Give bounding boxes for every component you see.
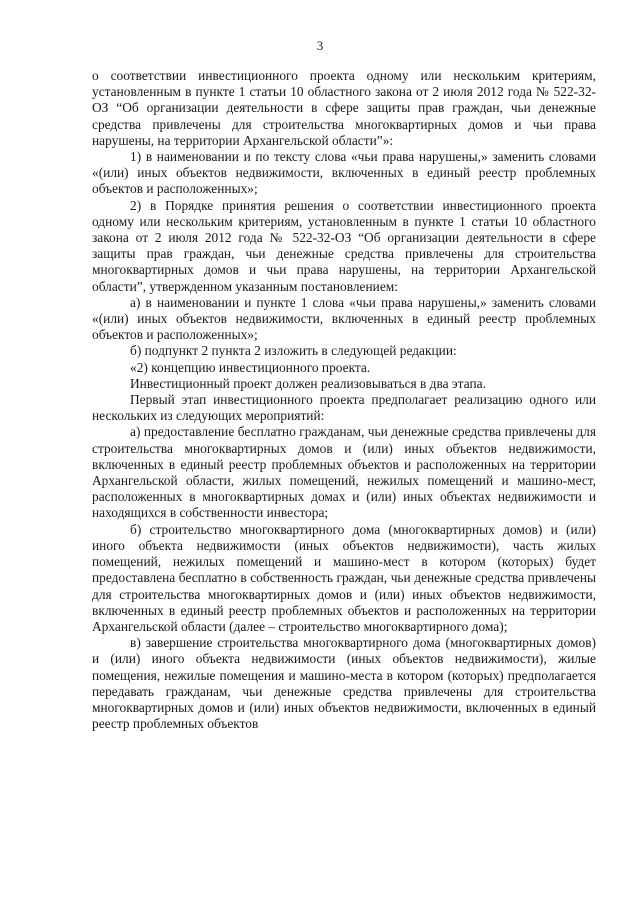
paragraph: а) в наименовании и пункте 1 слова «чьи права нарушены,» заменить словами «(или) иных объектов недвижимости, включенных в единый реестр проблемных объектов и расположенных»; [92, 294, 596, 343]
paragraph: б) подпункт 2 пункта 2 изложить в следующей редакции: [130, 343, 457, 359]
paragraph: о соответствии инвестиционного проекта одному или нескольким критериям, установленным в пункте 1 статьи 10 областного закона от 2 июля 2012 года № 522-32-ОЗ “Об организации деятельности в сфере защиты прав граждан, чьи денежные средства привлечены для строительства многоквартирных домов и чьи права нарушены, на территории Архангельской области”»: [92, 68, 596, 148]
paragraph: в) завершение строительства многоквартирного дома (многоквартирных домов) и (или) иного объекта недвижимости (иных объектов недвижимости), жилые помещения, нежилые помещения и машино-места в котором (которых) предполагается передавать гражданам, чьи денежные средства привлечены для строительства многоквартирных домов и (или) иных объектов недвижимости, включенных в единый реестр проблемных объектов [92, 635, 596, 732]
paragraph: Инвестиционный проект должен реализовываться в два этапа. [130, 375, 486, 391]
paragraph: 2) в Порядке принятия решения о соответствии инвестиционного проекта одному или нескольким критериям, установленным в пункте 1 статьи 10 областного закона от 2 июля 2012 года № 522-32-ОЗ “Об организации деятельности в сфере защиты прав граждан, чьи денежные средства привлечены для строительства многоквартирных домов и чьи права нарушены, на территории Архангельской области”, утвержденном указанным постановлением: [92, 197, 596, 294]
page-number: 3 [316, 38, 324, 53]
document-body [92, 68, 596, 732]
paragraph: б) строительство многоквартирного дома (многоквартирных домов) и (или) иного объекта недвижимости (иных объектов недвижимости), часть жилых помещений, нежилых помещений и машино-мест в котором (которых) будет предоставлена бесплатно в собственность граждан, чьи денежные средства привлечены для строительства многоквартирных домов и (или) иных объектов недвижимости, включенных в единый реестр проблемных объектов и расположенных на территории Архангельской области (далее – строительство многоквартирного дома); [92, 521, 596, 634]
paragraph: 1) в наименовании и по тексту слова «чьи права нарушены,» заменить словами «(или) иных объектов недвижимости, включенных в единый реестр проблемных объектов и расположенных»; [92, 149, 596, 197]
paragraph: а) предоставление бесплатно гражданам, чьи денежные средства привлечены для строительства многоквартирных домов и (или) иных объектов недвижимости, включенных в единый реестр проблемных объектов и расположенных на территории Архангельской области, жилых помещений, нежилых помещений и машино-мест, расположенных в многоквартирных домах и (или) иных объектах недвижимости и находящихся в собственности инвестора; [92, 424, 596, 521]
paragraph: Первый этап инвестиционного проекта предполагает реализацию одного или нескольких из следующих мероприятий: [92, 392, 596, 424]
paragraph: «2) концепцию инвестиционного проекта. [130, 359, 371, 375]
